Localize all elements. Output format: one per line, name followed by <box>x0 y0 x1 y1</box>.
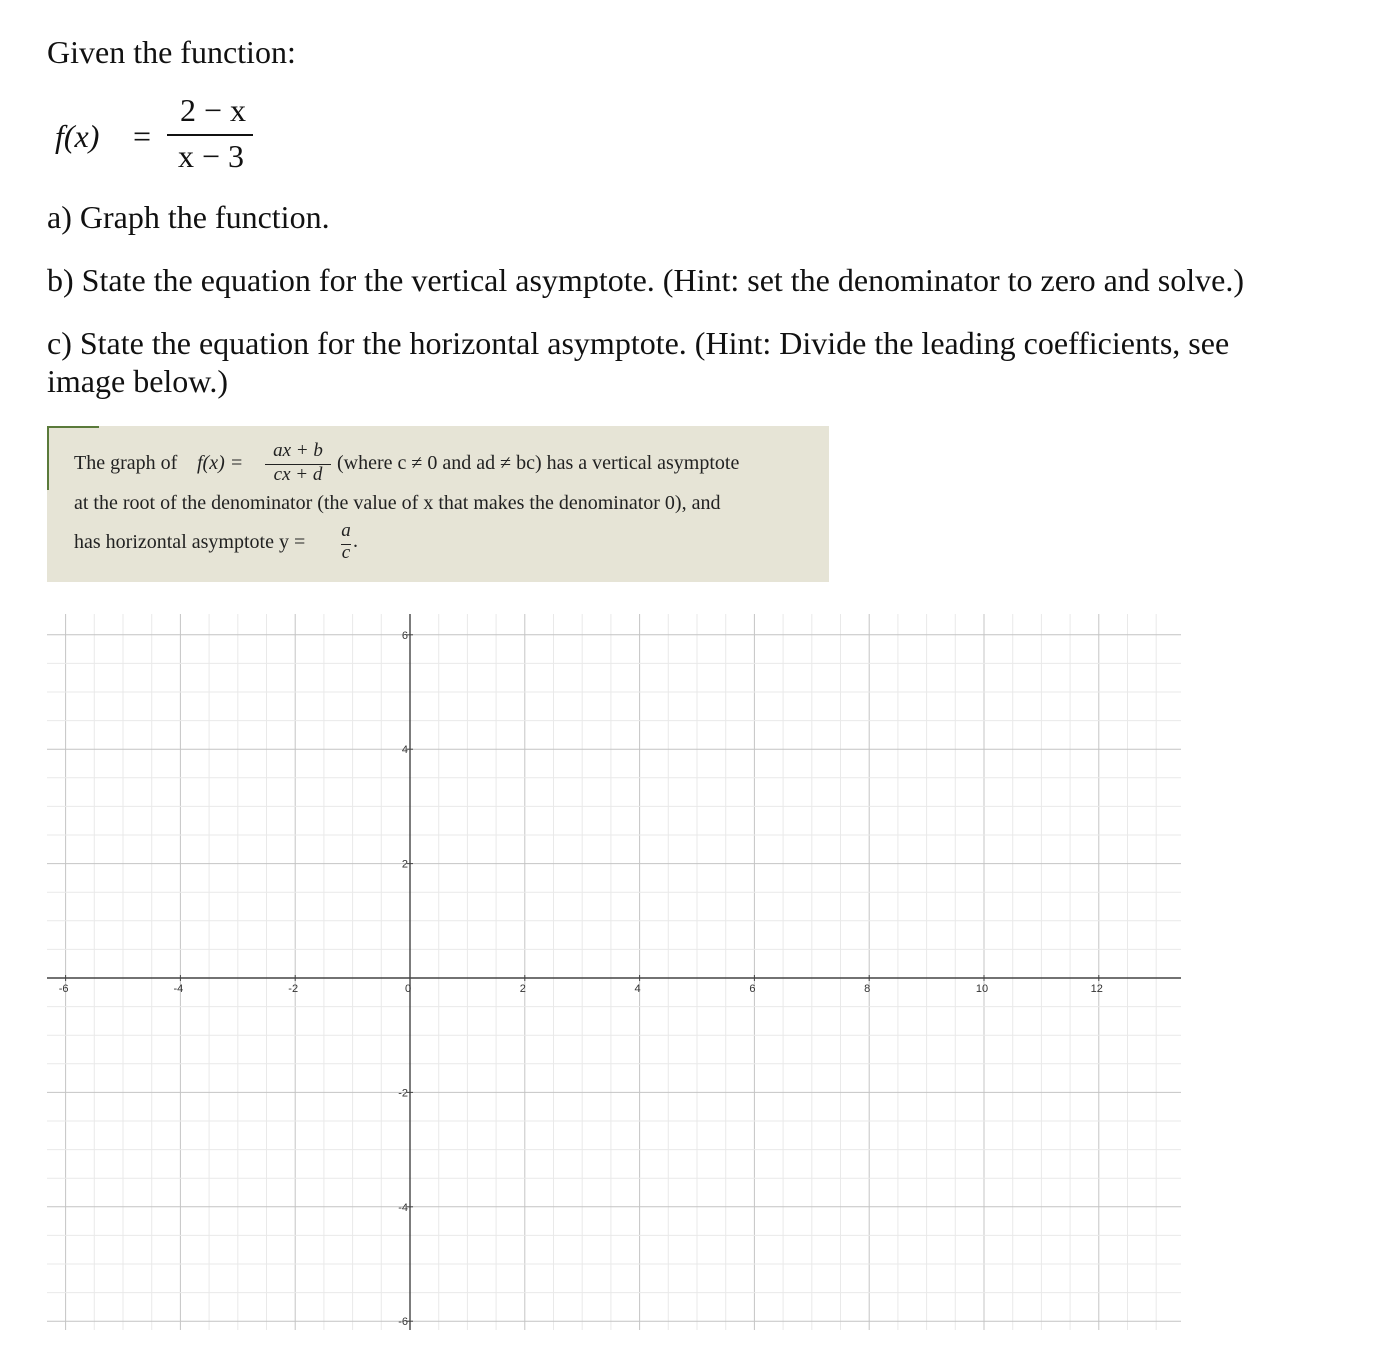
x-tick-label: 8 <box>864 983 871 995</box>
note-ha-denominator: c <box>341 542 351 563</box>
y-tick-label: 2 <box>401 858 408 871</box>
x-tick-label: 2 <box>519 983 526 995</box>
x-tick-label: -6 <box>58 983 69 995</box>
x-tick-label: 12 <box>1090 983 1103 995</box>
note-line1-f: f(x) = <box>197 452 244 474</box>
x-tick-label: 4 <box>634 983 641 995</box>
function-denominator: x − 3 <box>177 138 245 174</box>
y-tick-label: 6 <box>401 629 408 642</box>
note-line3-pre: has horizontal asymptote y = <box>74 531 306 553</box>
note-ha-numerator: a <box>341 520 351 541</box>
function-lhs: f(x) <box>55 118 100 154</box>
question-c: c) State the equation for the horizontal asymptote. (Hint: Divide the leading coefficients, see image below.) <box>47 325 1230 399</box>
note-frac-numerator: ax + b <box>273 440 323 461</box>
x-tick-label: 10 <box>975 983 989 995</box>
intro-text: Given the function: <box>47 34 296 70</box>
note-line2: at the root of the denominator (the value of x that makes the denominator 0), and <box>74 492 721 514</box>
question-b: b) State the equation for the vertical asymptote. (Hint: set the denominator to zero and solve.) <box>47 262 1244 298</box>
x-tick-label: -2 <box>288 983 299 995</box>
y-tick-label: -6 <box>398 1316 408 1329</box>
y-tick-label: -2 <box>398 1087 408 1100</box>
function-numerator: 2 − x <box>179 92 247 128</box>
x-tick-label: 0 <box>404 983 412 995</box>
y-tick-label: 4 <box>401 744 408 757</box>
x-tick-label: 6 <box>749 983 756 995</box>
x-tick-label: -4 <box>173 983 184 995</box>
note-frac-denominator: cx + d <box>273 464 323 485</box>
question-a: a) Graph the function. <box>47 199 330 235</box>
note-line1-post: (where c ≠ 0 and ad ≠ bc) has a vertical asymptote <box>337 452 740 474</box>
function-equals: = <box>133 118 152 154</box>
note-ha-end: . <box>353 530 358 552</box>
note-line1-pre: The graph of <box>74 452 178 474</box>
y-tick-label: -4 <box>398 1201 408 1214</box>
